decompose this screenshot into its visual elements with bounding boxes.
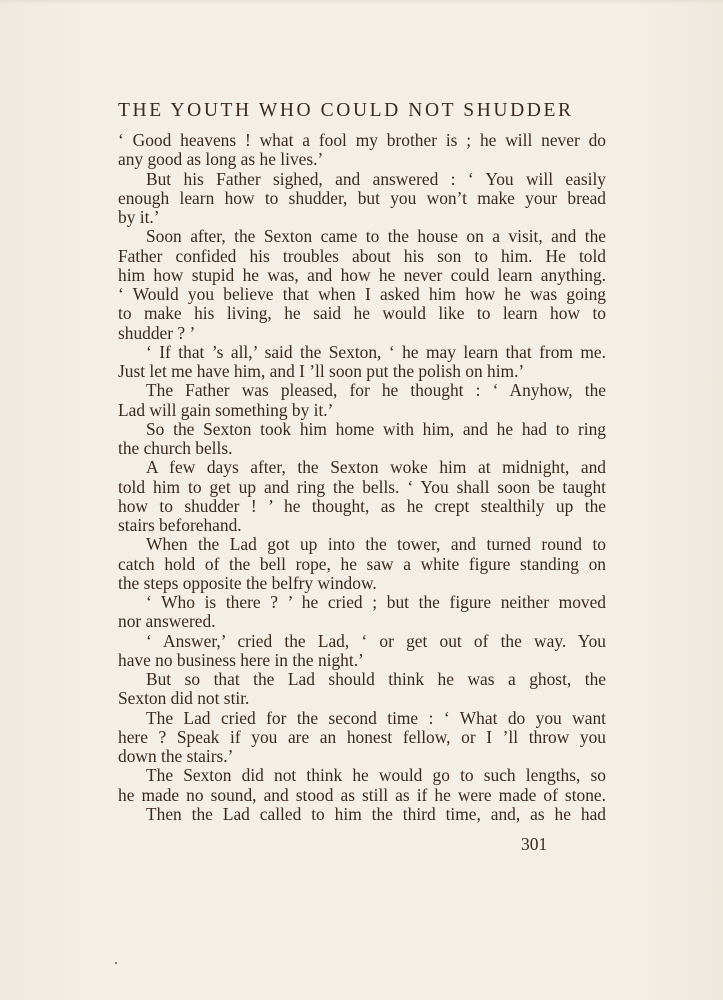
text-line: ‘ Would you believe that when I asked him how he was going: [118, 284, 606, 304]
text-line: down the stairs.’: [118, 746, 234, 766]
text-line: to make his living, he said he would like to learn how to: [118, 303, 606, 324]
text-line: But so that the Lad should think he was a ghost, the: [146, 669, 606, 689]
text-line: A few days after, the Sexton woke him at midnight, and: [146, 457, 606, 478]
text-line: told him to get up and ring the bells. ‘ You shall soon be taught: [118, 476, 606, 497]
text-line: ‘ If that ’s all,’ said the Sexton, ‘ he may learn that from me.: [146, 341, 606, 362]
text-line: But his Father sighed, and answered : ‘ You will easily: [146, 168, 606, 189]
text-line: here ? Speak if you are an honest fellow, or I ’ll throw you: [118, 726, 606, 747]
text-line: Just let me have him, and I ’ll soon put the polish on him.’: [118, 361, 525, 381]
text-line: The Lad cried for the second time : ‘ What do you want: [146, 707, 606, 728]
text-line: by it.’: [118, 207, 160, 227]
text-line: Then the Lad called to him the third time, and, as he had: [146, 803, 606, 824]
text-line: So the Sexton took him home with him, and he had to ring: [146, 418, 606, 439]
text-line: shudder ? ’: [118, 322, 196, 343]
text-line: how to shudder ! ’ he thought, as he crept stealthily up the: [118, 495, 606, 516]
text-line: Sexton did not stir.: [118, 688, 250, 709]
text-line: he made no sound, and stood as still as if he were made of stone.: [118, 784, 606, 805]
text-line: him how stupid he was, and how he never could learn anything.: [118, 264, 606, 285]
text-line: The Father was pleased, for he thought : ‘ Anyhow, the: [146, 380, 606, 401]
text-line: The Sexton did not think he would go to such lengths, so: [146, 765, 606, 786]
text-line: catch hold of the bell rope, he saw a white figure standing on: [118, 553, 606, 574]
text-line: ‘ Good heavens ! what a fool my brother is ; he will never do: [118, 130, 606, 150]
text-line: nor answered.: [118, 611, 216, 632]
text-line: Lad will gain something by it.’: [118, 399, 334, 420]
page-number: 301: [521, 834, 548, 854]
text-line: the steps opposite the belfry window.: [118, 572, 377, 593]
text-line: ‘ Who is there ? ’ he cried ; but the figure neither moved: [146, 592, 606, 612]
text-line: stairs beforehand.: [118, 515, 242, 535]
text-line: any good as long as he lives.’: [118, 149, 324, 170]
running-head: THE YOUTH WHO COULD NOT SHUDDER: [118, 100, 574, 121]
text-line: ‘ Answer,’ cried the Lad, ‘ or get out of the way. You: [146, 630, 606, 651]
text-line: Soon after, the Sexton came to the house on a visit, and the: [146, 226, 606, 247]
page-top-edge: [0, 0, 723, 4]
text-line: enough learn how to shudder, but you won’t make your bread: [118, 187, 606, 208]
text-line: When the Lad got up into the tower, and turned round to: [146, 534, 606, 555]
text-line: have no business here in the night.’: [118, 649, 364, 670]
text-line: the church bells.: [118, 438, 233, 458]
text-line: Father confided his troubles about his son to him. He told: [118, 245, 606, 266]
paper-speck: [115, 962, 117, 964]
body-text: [118, 131, 606, 824]
